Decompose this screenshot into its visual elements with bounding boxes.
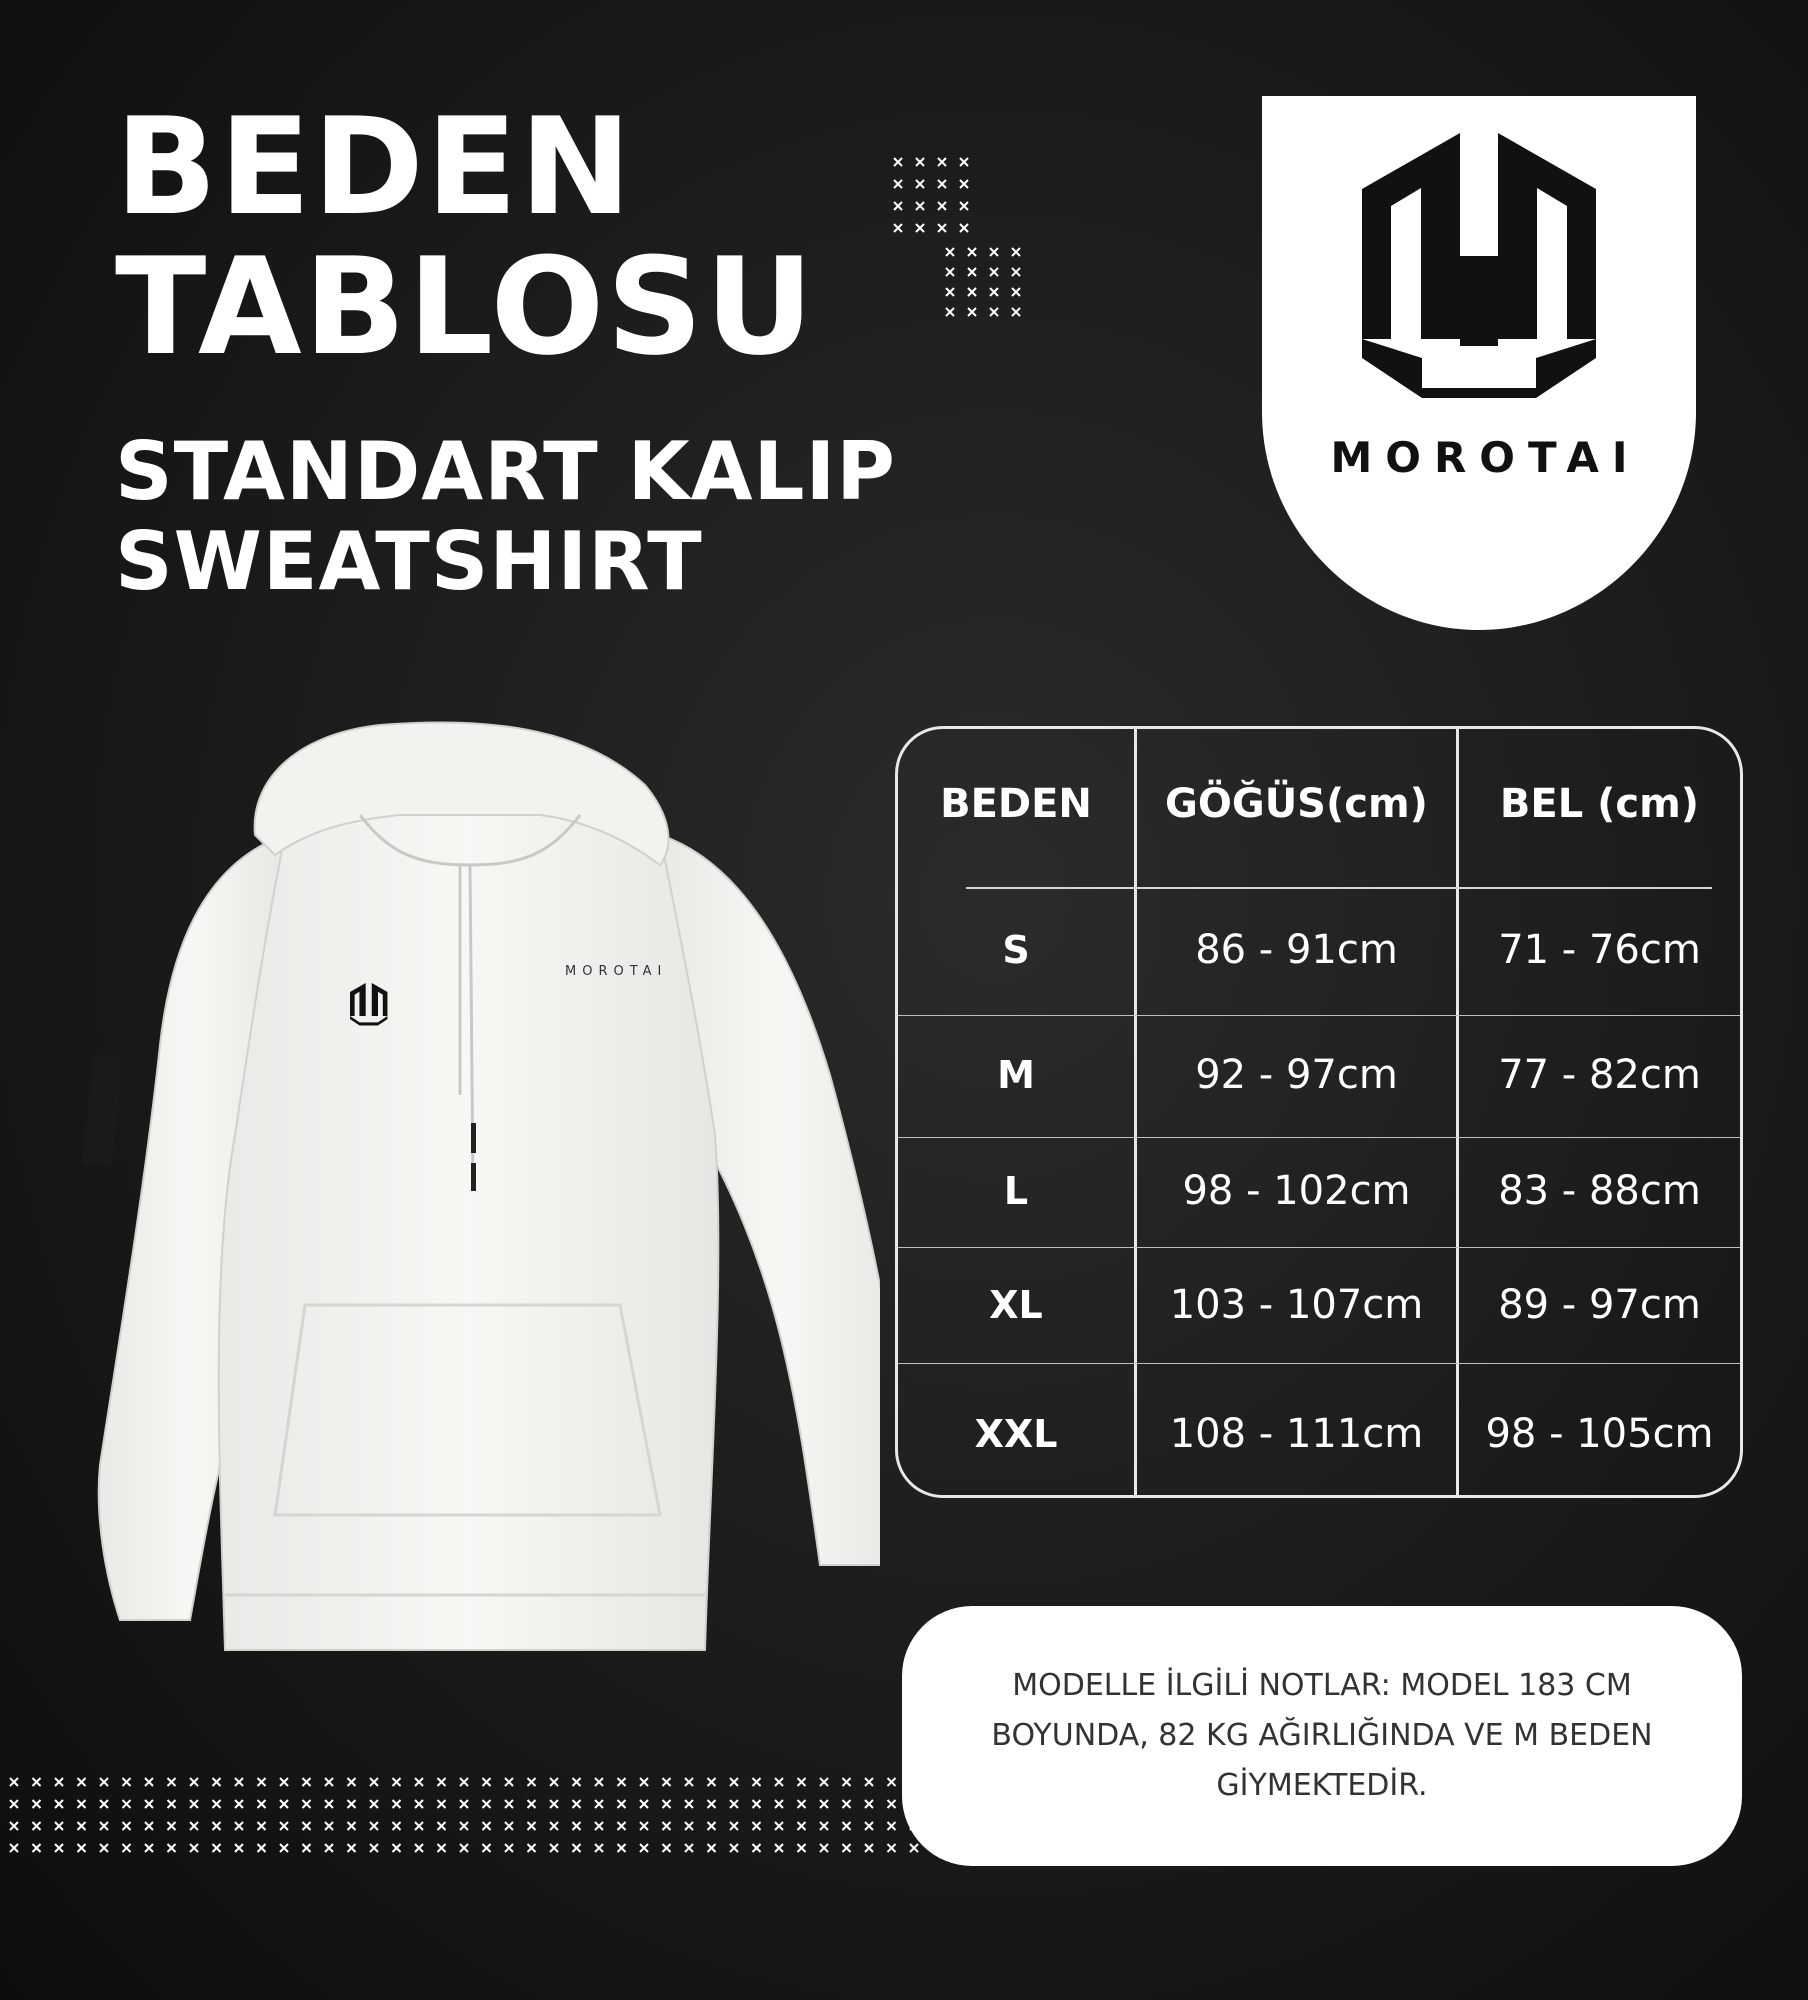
hoodie-chest-text: MOROTAI (565, 964, 668, 979)
size-label: XXL (974, 1412, 1058, 1456)
x-pattern-decoration-bottom (0, 1772, 960, 1864)
chest-value: 98 - 102cm (1182, 1168, 1411, 1214)
size-label: L (1003, 1169, 1029, 1213)
waist-value: 83 - 88cm (1498, 1168, 1701, 1214)
title-line-1: BEDEN (115, 89, 634, 245)
table-row-divider (898, 1015, 1740, 1016)
size-label: S (1002, 928, 1030, 972)
table-row-divider (898, 1247, 1740, 1248)
table-header-divider (966, 887, 1712, 889)
table-row-divider (898, 1137, 1740, 1138)
header-beden: BEDEN (940, 781, 1092, 827)
table-row-divider (898, 1363, 1740, 1364)
x-pattern-decoration-top (888, 152, 1048, 332)
waist-value: 77 - 82cm (1498, 1052, 1701, 1098)
size-label: XL (989, 1283, 1043, 1327)
table-column-divider (1134, 729, 1137, 1495)
chest-value: 108 - 111cm (1169, 1411, 1424, 1457)
size-label: M (997, 1053, 1035, 1097)
waist-value: 71 - 76cm (1498, 927, 1701, 973)
white-hoodie-icon (60, 715, 880, 1655)
chest-value: 103 - 107cm (1169, 1282, 1424, 1328)
chest-value: 92 - 97cm (1195, 1052, 1398, 1098)
brand-name: MOROTAI (1330, 433, 1641, 482)
header-bel: BEL (cm) (1499, 781, 1700, 827)
waist-value: 89 - 97cm (1498, 1282, 1701, 1328)
waist-value: 98 - 105cm (1485, 1411, 1714, 1457)
table-column-divider (1456, 729, 1459, 1495)
model-notes-line: BOYUNDA, 82 KG AĞIRLIĞINDA VE M BEDEN (991, 1718, 1653, 1753)
model-notes-line: GİYMEKTEDİR. (1216, 1768, 1428, 1803)
brand-logo-shield (1262, 96, 1696, 630)
subtitle-line-2: SWEATSHIRT (115, 515, 703, 608)
header-gogus: GÖĞÜS(cm) (1165, 781, 1428, 827)
model-notes-line: MODELLE İLGİLİ NOTLAR: MODEL 183 CM (1012, 1668, 1632, 1703)
title-line-2: TABLOSU (115, 229, 816, 385)
chest-value: 86 - 91cm (1195, 927, 1398, 973)
size-table (895, 726, 1743, 1498)
model-notes-card (902, 1606, 1742, 1866)
subtitle-line-1: STANDART KALIP (115, 425, 896, 518)
